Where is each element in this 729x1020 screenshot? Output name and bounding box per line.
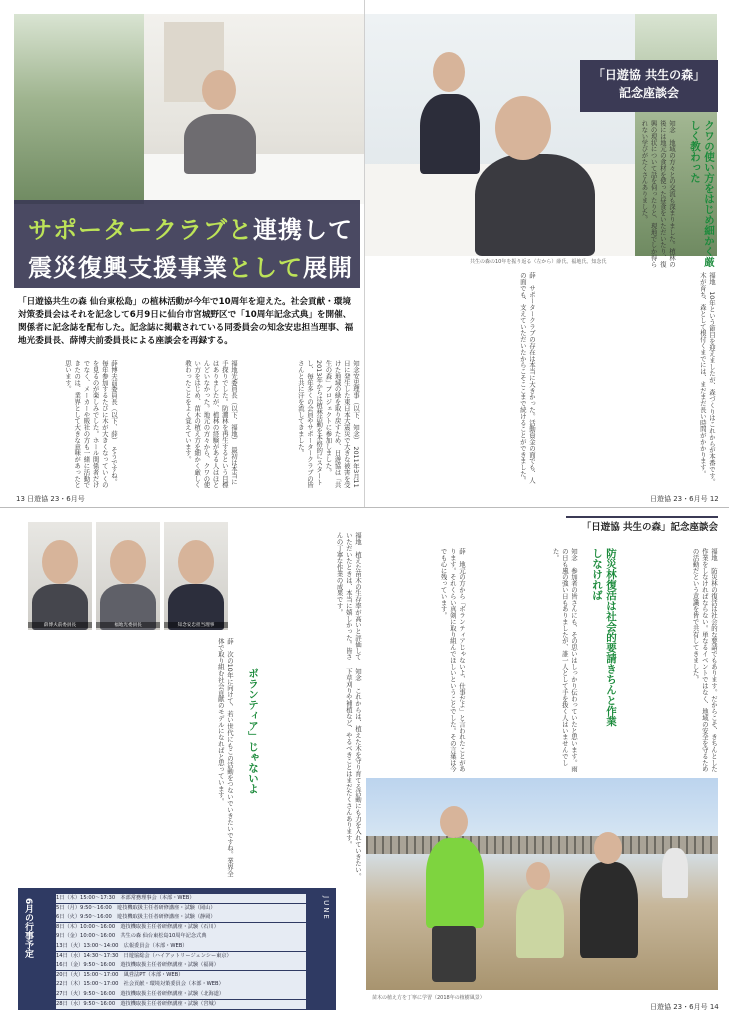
body-column: 福地 10年という節目を迎えましたが、森づくりはこれからが本番です。木が育ち、森として根付くまでには、まだまだ長い時間がかかります。 xyxy=(698,272,716,485)
schedule-box xyxy=(18,888,336,1010)
schedule-row: 22日（木）15:00〜17:00 社会貢献・環境対策委員会（本部・WEB） xyxy=(56,980,306,989)
volunteer-background xyxy=(662,848,688,898)
schedule-row: 16日（金）9:50〜16:00 遊技機取扱主任者研修講座・試験（福岡） xyxy=(56,961,306,970)
body-column: 知念 参加者の皆さんにも、その思いはしっかり伝わっていたと思います。雨の日も風の強い日もありましたが、誰一人として手を抜く人はいませんでした。 xyxy=(551,548,578,772)
body-column: 知念 地域の方々との交流も深まりました。植林の後には地元の食材を使った昼食をいただいたり、復興の現状について話を伺ったりと、現地でしか得られない学びがたくさんありました。 xyxy=(640,120,676,268)
schedule-row: 14日（水）14:30〜17:30 日遊協総会（ハイアットリージェンシー東京） xyxy=(56,952,306,961)
portrait-label: 知念安忠担当理事 xyxy=(164,622,228,628)
portrait-photo xyxy=(96,522,160,630)
volunteer-dark-shirt xyxy=(580,862,638,958)
body-column: 薛 次の10年に向けて、若い世代にもこの活動をつないでいきたいですね。業界全体で取り組む社会貢献のモデルになればと思っています。 xyxy=(216,638,234,877)
schedule-row: 28日（水）9:50〜16:00 遊技機取扱主任者研修講座・試験（宮城） xyxy=(56,1000,306,1009)
portrait-head xyxy=(110,540,146,584)
person-back-head xyxy=(433,52,465,92)
body-column: 薛 地元の方から「ボランティアじゃないよ、仕事だよ」と言われたことがあります。それくらい真剣に取り組んでほしいということでした。その言葉は今でも心に残っています。 xyxy=(439,548,466,772)
person-left-suit xyxy=(184,114,256,174)
volunteer-head xyxy=(526,862,550,890)
schedule-month: JUNE xyxy=(322,896,330,921)
person-left-head xyxy=(202,70,236,110)
schedule-row: 13日（火）13:00〜14:00 広報委員会（本部・WEB） xyxy=(56,942,306,951)
portrait-label: 薛博夫前委員長 xyxy=(28,622,92,628)
forest-photo-left xyxy=(14,14,144,204)
magazine-spread-top xyxy=(0,0,729,508)
schedule-row: 5日（月）9:50〜16:00 遊技機取扱主任者研修講座・試験（岡山） xyxy=(56,904,306,913)
folio-right: 日遊協 23・6月号 12 xyxy=(650,495,719,503)
volunteer-kneeling xyxy=(516,888,564,958)
schedule-row: 27日（火）9:50〜16:00 遊技機取扱主任者研修講座・試験（北海道） xyxy=(56,990,306,999)
series-title-line1: 「日遊協 共生の森」 xyxy=(592,68,706,82)
magazine-page-bottom xyxy=(0,508,729,1020)
photo-caption: 苗木の植え方を丁寧に学習（2018年の植樹風景） xyxy=(372,995,485,1001)
section-heading: ボランティア」じゃないよ xyxy=(247,668,259,794)
headline-banner xyxy=(14,200,360,288)
lead-paragraph: 「日遊協共生の森 仙台東松島」の植林活動が今年で10周年を迎えた。社会貢献・環境対策委員会はそれを記念して6月9日に仙台市宮城野区で「10周年記念式典」を開催、関係者に記念誌を配布した。記念誌に掲載されている同委員会の知念安忠担当理事、福地光委員長、薛博夫前委員長による座談会を再録する。 xyxy=(18,297,354,346)
body-column: 薛博夫前委員長（以下、薛） そうですね。毎年参加するたびに木が大きくなっていくのを見るのが楽しみでした。ホール関係者だけでなく、メーカーや販社の方も一緒に活動できたのは、業界として大きな意味があったと思います。 xyxy=(63,360,118,488)
portrait-head xyxy=(42,540,78,584)
body-column: 知念 これからは、植えた木を守り育てる活動にも力を入れていきたい。下草刈りや補植など、やるべきことはまだたくさんあります。 xyxy=(344,668,362,880)
volunteer-head xyxy=(594,832,622,864)
volunteer-green-jacket xyxy=(426,838,484,928)
meeting-photo xyxy=(144,14,364,204)
body-column: 福地 植えた苗木の生存率が高いと評価していただいたときは、本当に嬉しかった。皆さんの丁寧な作業の成果です。 xyxy=(335,532,362,660)
volunteer-pants xyxy=(432,926,476,982)
schedule-row: 6日（火）9:50〜16:00 遊技機取扱主任者研修講座・試験（静岡） xyxy=(56,913,306,922)
section-heading: クワの使い方をはじめ細かく厳しく教わった xyxy=(689,120,715,267)
person-front-head xyxy=(495,96,551,160)
headline-line1: サポータークラブと連携して xyxy=(28,216,353,244)
series-title-line2: 記念座談会 xyxy=(618,86,679,100)
portrait-label: 福地光委員長 xyxy=(96,622,160,628)
body-column: 福地 防災林の復活は社会的な要請でもあります。だからこそ、きちんとした作業をしなければならない。単なるイベントではなく、地域の安全を守るための活動だという意識を皆で共有してきました。 xyxy=(691,548,718,772)
folio-left: 13 日遊協 23・6月号 xyxy=(16,495,85,503)
schedule-row: 9日（金）10:00〜16:00 共生の森 仙台東松島10周年記念式典 xyxy=(56,932,306,941)
portrait-photo xyxy=(164,522,228,630)
schedule-row: 8日（木）10:00〜16:00 遊技機取扱主任者研修講座・試験（石川） xyxy=(56,923,306,932)
portrait-head xyxy=(178,540,214,584)
portrait-photo xyxy=(28,522,92,630)
series-tab: 「日遊協 共生の森」記念座談会 xyxy=(566,516,718,538)
planting-photo xyxy=(366,778,718,990)
headline-line2: 震災復興支援事業として展開 xyxy=(28,254,353,282)
body-column: 知念安忠理事（以下、知念） 2011年3月11日に発生した東日本大震災で大きな被害を受けた地域の緑を取り戻すため、日遊協は「共生の森」プロジェクトに参加しました。2013年からは植林活動を本格的にスタートし、毎年多くの会員やサポータークラブの皆さんと共に汗を流してきました。 xyxy=(296,360,360,488)
section-heading: 防災林復活は社会的要請きちんと作業しなければ xyxy=(591,548,617,727)
series-title-box xyxy=(580,60,718,112)
schedule-row: 1日（木）15:00〜17:30 本部常務理事会（本部・WEB） xyxy=(56,894,306,903)
photo-caption: 共生の森の10年を振り返る（左から）薛氏、福地氏、知念氏 xyxy=(470,259,607,265)
person-front-suit xyxy=(475,154,595,256)
person-back-suit xyxy=(420,94,480,174)
body-column: 薛 サポータークラブの存在は本当に大きかった。活動資金の面でも、人の面でも、支えていただいたからこそここまで続けることができました。 xyxy=(518,272,536,484)
body-column: 福地光委員長（以下、福地） 最初は本当に手探りでした。防潮林を再生するという目標はありましたが、植林の経験がある人はほとんどいなかった。地元の方々から、クワの使い方をはじめ、苗木の植え方を細かく厳しく教わったことをよく覚えています。 xyxy=(183,360,238,488)
volunteer-head xyxy=(440,806,468,838)
schedule-title: 6月の行事予定 xyxy=(23,898,33,959)
folio: 日遊協 23・6月号 14 xyxy=(650,1003,719,1011)
schedule-row: 20日（火）15:00〜17:00 風営法PT（本部・WEB） xyxy=(56,971,306,980)
